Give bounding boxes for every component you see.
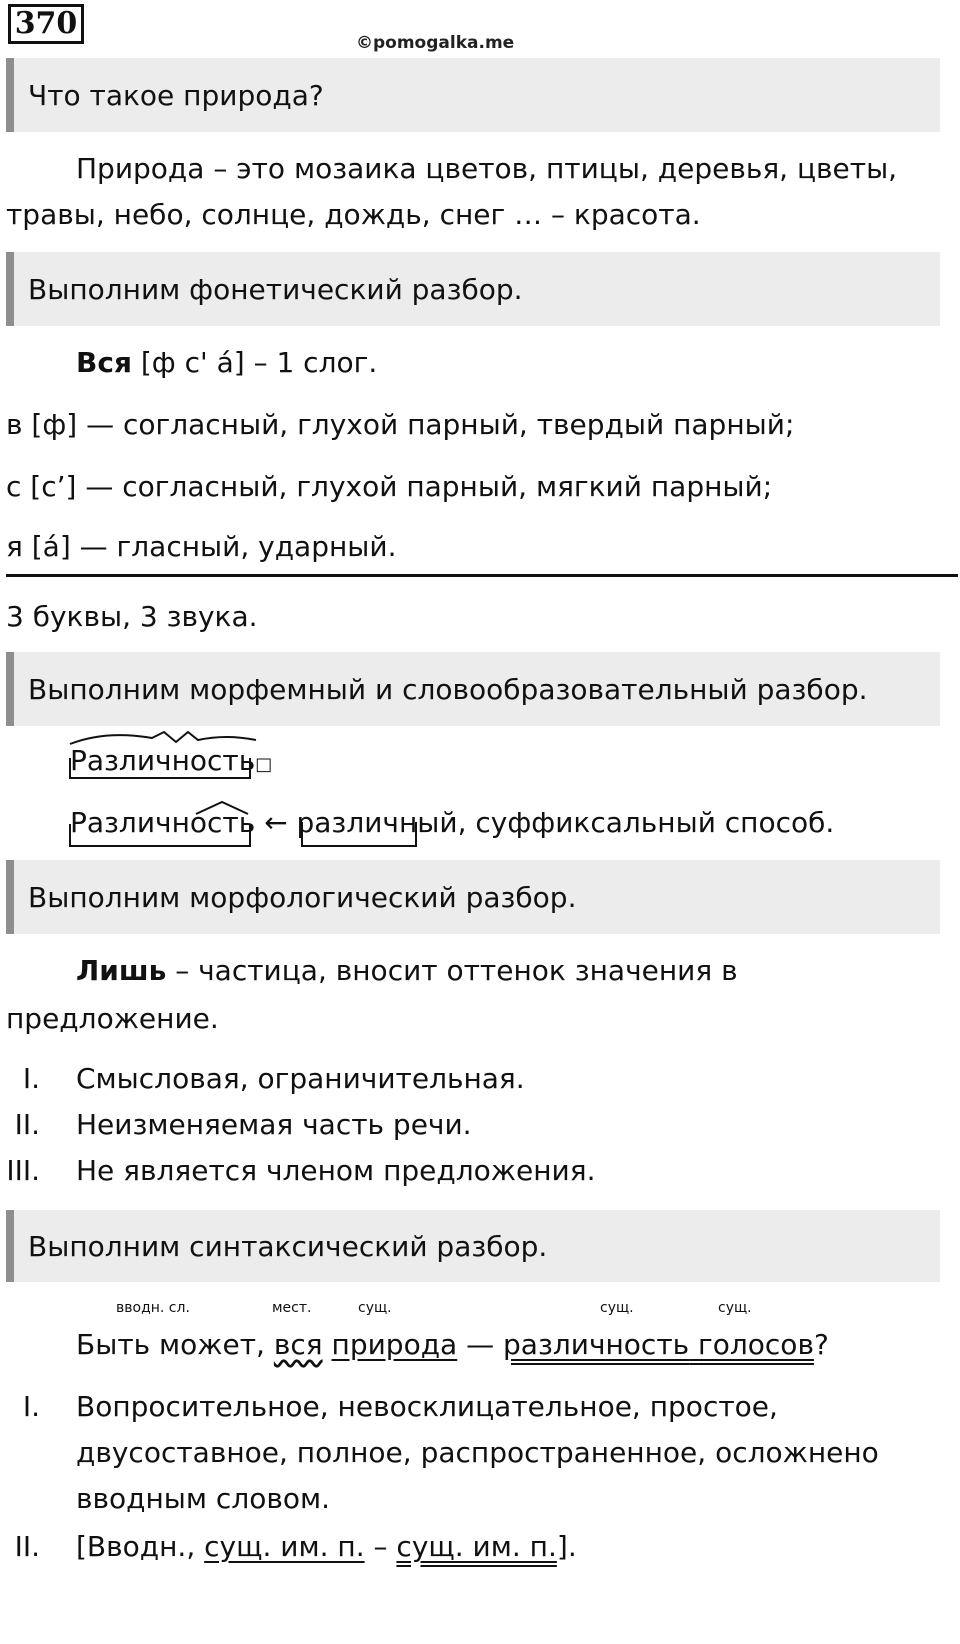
scheme-subject: сущ. им. п.	[204, 1530, 365, 1563]
list-number: II.	[14, 1108, 40, 1141]
label-intro: вводн. сл.	[116, 1300, 190, 1316]
label-noun-2: сущ.	[600, 1300, 634, 1316]
root-arc-mark	[70, 732, 256, 744]
heading-morphological: Выполним морфологический разбор.	[6, 860, 940, 934]
morpheme-word-2: Различность	[70, 806, 256, 839]
answer-line-1: Природа – это мозаика цветов, птицы, деревья, цветы,	[76, 152, 898, 185]
list-number: III.	[6, 1154, 40, 1187]
watermark: ©pomogalka.me	[356, 33, 515, 53]
list-item-text: Неизменяемая часть речи.	[76, 1108, 472, 1141]
list-number: I.	[22, 1390, 40, 1423]
base-word-part: различн	[296, 806, 418, 839]
base-word-rest: ый, суффиксальный способ.	[417, 806, 835, 839]
scheme-dash: –	[364, 1530, 397, 1563]
phonetic-transcription-line	[76, 346, 377, 379]
morphology-line-1	[76, 954, 738, 987]
morphology-line-2: предложение.	[6, 1002, 219, 1035]
syntax-char-line-1: Вопросительное, невосклицательное, простое,	[76, 1390, 778, 1423]
label-noun-1: сущ.	[358, 1300, 392, 1316]
predicate-razlichnost: различность	[503, 1328, 690, 1361]
sound-line-1: в [ф] — согласный, глухой парный, твердый парный;	[6, 408, 795, 441]
label-noun-3: сущ.	[718, 1300, 752, 1316]
list-number: II.	[14, 1530, 40, 1563]
space	[689, 1328, 698, 1361]
morpheme-word-1: Различность	[70, 744, 256, 777]
subject-priroda: природа	[331, 1328, 458, 1361]
heading-morpheme: Выполним морфемный и словообразовательный разбор.	[6, 652, 940, 726]
heading-syntax: Выполним синтаксический разбор.	[6, 1210, 940, 1282]
word-formation-line	[70, 806, 834, 839]
divider-rule	[6, 574, 958, 577]
scheme-open: [Вводн.,	[76, 1530, 205, 1563]
syntax-char-line-2: двусоставное, полное, распространенное, осложнено	[76, 1436, 879, 1469]
word-vsya: вся	[273, 1328, 323, 1361]
intro-word: Быть может	[76, 1328, 257, 1361]
phonetic-word: Вся	[76, 346, 132, 379]
scheme-predicate: сущ. им. п.	[396, 1530, 557, 1563]
task-number: 370	[8, 4, 84, 44]
heading-phonetic: Выполним фонетический разбор.	[6, 252, 940, 326]
syntax-char-line-3: вводным словом.	[76, 1482, 331, 1515]
scheme-close: ].	[556, 1530, 577, 1563]
derivation-arrow: ←	[264, 806, 288, 839]
morphology-word: Лишь	[76, 954, 167, 987]
morphology-desc: – частица, вносит оттенок значения в	[166, 954, 738, 987]
sound-line-2: с [с’] — согласный, глухой парный, мягкий парный;	[6, 470, 773, 503]
word-golosov: голосов	[698, 1328, 814, 1361]
label-pronoun: мест.	[272, 1300, 312, 1316]
phonetic-summary: 3 буквы, 3 звука.	[6, 600, 258, 633]
phonetic-transcription: [ф с' á] – 1 слог.	[140, 346, 378, 379]
space	[323, 1328, 332, 1361]
ending-box: □	[255, 754, 273, 775]
list-number: I.	[22, 1062, 40, 1095]
list-item-text: Смысловая, ограничительная.	[76, 1062, 525, 1095]
question-mark: ?	[813, 1328, 829, 1361]
answer-line-2: травы, небо, солнце, дождь, снег … – красота.	[6, 198, 701, 231]
sound-line-3: я [á] — гласный, ударный.	[6, 530, 397, 563]
heading-question: Что такое природа?	[6, 58, 940, 132]
list-item-text: Не является членом предложения.	[76, 1154, 596, 1187]
dash: —	[457, 1328, 504, 1361]
syntax-sentence	[76, 1328, 829, 1361]
comma: ,	[256, 1328, 274, 1361]
morpheme-word-line	[70, 744, 272, 777]
syntax-scheme	[76, 1530, 577, 1563]
